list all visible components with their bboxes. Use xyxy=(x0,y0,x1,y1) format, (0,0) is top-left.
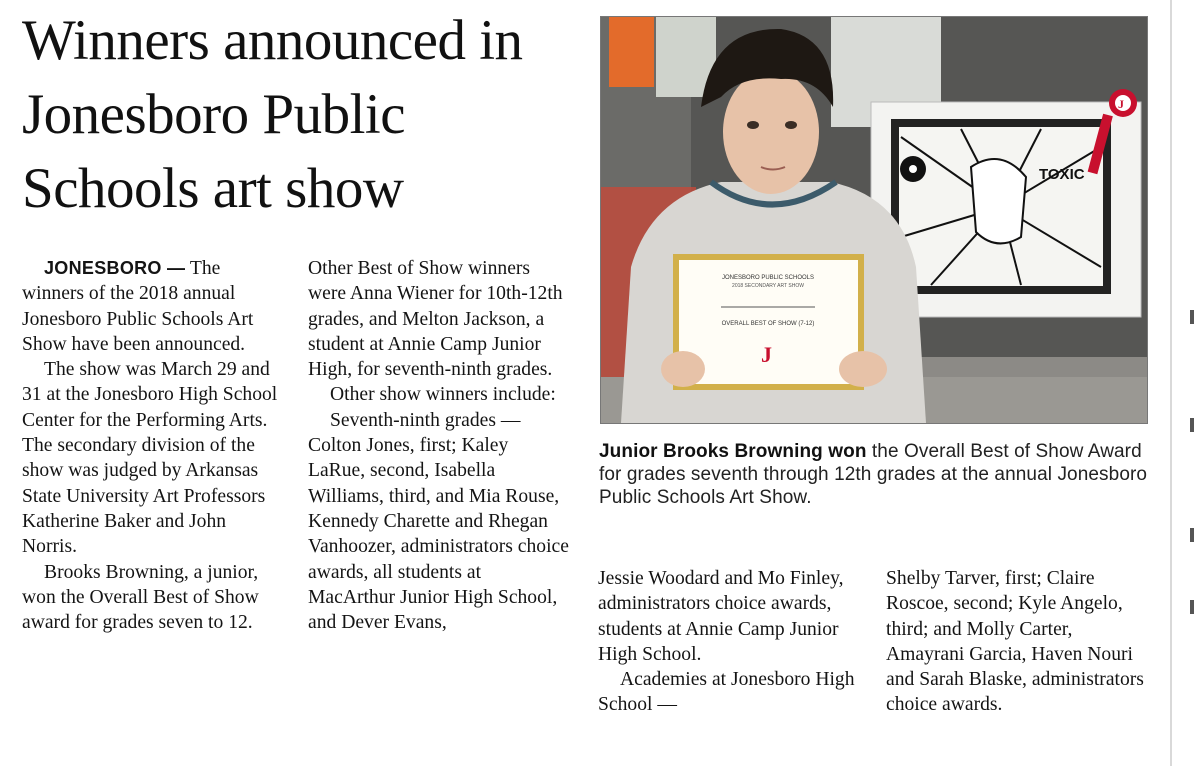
certificate-heading: JONESBORO PUBLIC SCHOOLS xyxy=(721,275,815,281)
certificate-award: OVERALL BEST OF SHOW (7-12) xyxy=(721,321,815,327)
edge-mark xyxy=(1190,310,1194,324)
edge-mark xyxy=(1190,418,1194,432)
edge-mark xyxy=(1190,528,1194,542)
artwork-label: TOXIC xyxy=(1039,166,1085,183)
paragraph xyxy=(22,256,284,357)
column-divider xyxy=(1170,0,1172,766)
paragraph: Other Best of Show winners were Anna Wiener for 10th-12th grades, and Melton Jackson, a student at Annie Camp Junior High, for seventh-ninth grades. xyxy=(308,258,563,381)
headline: Winners announced in Jonesboro Public Schools art show xyxy=(22,9,523,220)
dateline: JONESBORO — xyxy=(44,258,186,278)
article-column-2 xyxy=(308,256,570,635)
face xyxy=(723,70,819,194)
paragraph-text: The winners of the 2018 annual Jonesboro Public Schools Art Show have been announced. xyxy=(22,258,254,355)
paragraph: Shelby Tarver, first; Claire Roscoe, second; Kyle Angelo, third; and Molly Carter, Amayrani Garcia, Haven Nouri and Sarah Blaske, administrators choice awards. xyxy=(886,568,1144,716)
paragraph: Jessie Woodard and Mo Finley, administrators choice awards, students at Annie Camp Junior High School. xyxy=(598,568,844,665)
ribbon-letter: J xyxy=(1118,97,1124,111)
eye-left xyxy=(747,121,759,129)
paragraph: Seventh-ninth grades — Colton Jones, first; Kaley LaRue, second, Isabella Williams, third, and Mia Rouse, Kennedy Charette and Rhegan Vanhoozer, administrators choice awards, all students at MacArthur Junior High School, and Dever Evans, xyxy=(308,409,569,634)
caption-text: the Overall Best of Show Award for grades seventh through 12th grades at the annual Jonesboro Public Schools Art Show. xyxy=(599,441,1148,508)
article-column-3 xyxy=(598,566,860,718)
photo-illustration xyxy=(601,17,1147,423)
edge-mark xyxy=(1190,600,1194,614)
orange-poster xyxy=(609,17,654,87)
artwork-fist xyxy=(971,159,1026,243)
paragraph: The show was March 29 and 31 at the Jonesboro High School Center for the Performing Arts. The secondary division of the show was judged by Arkansas State University Art Professors Katherine Baker and John Norris. xyxy=(22,359,278,558)
radiation-center xyxy=(909,165,917,173)
certificate-subheading: 2018 SECONDARY ART SHOW xyxy=(732,283,804,289)
paragraph: Other show winners include: xyxy=(330,384,556,406)
certificate-logo: J xyxy=(761,342,772,367)
hand-right xyxy=(839,351,887,387)
hand-left xyxy=(661,351,705,387)
paragraph: Academies at Jonesboro High School — xyxy=(598,669,855,716)
photo-caption xyxy=(599,440,1155,509)
paragraph: Brooks Browning, a junior, won the Overall Best of Show award for grades seven to 12. xyxy=(22,561,259,634)
news-photo xyxy=(600,16,1148,424)
eye-right xyxy=(785,121,797,129)
caption-lead: Junior Brooks Browning won xyxy=(599,441,867,462)
article-column-1 xyxy=(22,256,284,635)
article-column-4 xyxy=(886,566,1148,718)
